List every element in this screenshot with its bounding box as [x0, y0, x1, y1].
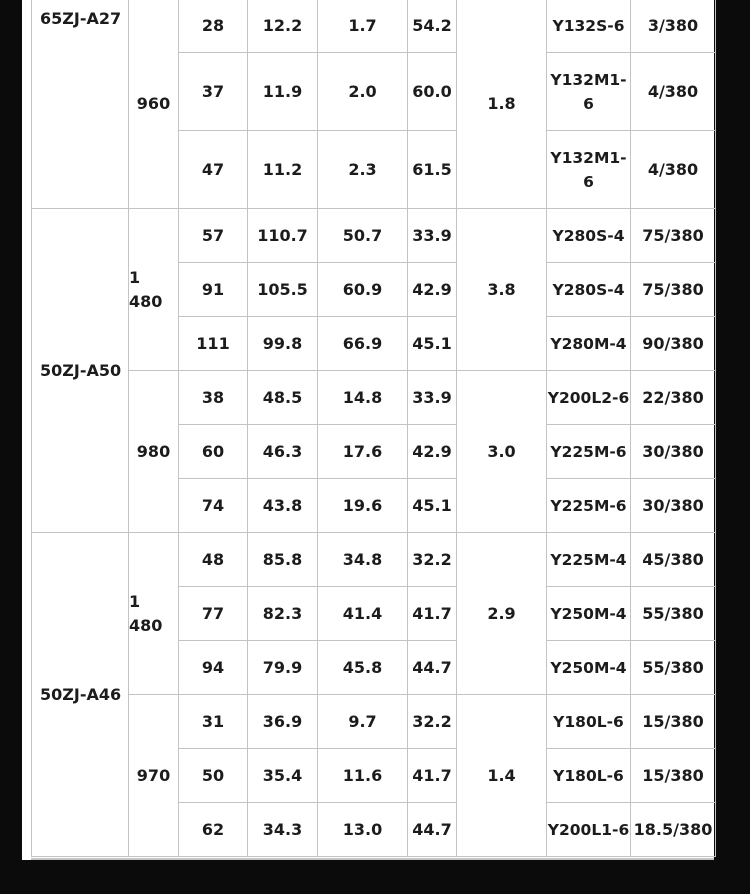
- motor-power-cell: 55/380: [631, 587, 716, 641]
- efficiency-cell: 32.2: [408, 533, 457, 587]
- shaft-power-cell: 60.9: [318, 263, 408, 317]
- efficiency-cell: 32.2: [408, 695, 457, 749]
- flow-cell: 62: [179, 803, 248, 857]
- speed-cell: 960: [129, 0, 179, 209]
- efficiency-cell: 33.9: [408, 371, 457, 425]
- npsh-cell: 3.0: [457, 371, 547, 533]
- table-row: [32, 0, 716, 53]
- motor-model-cell: Y200L1-6: [547, 803, 631, 857]
- efficiency-cell: 42.9: [408, 425, 457, 479]
- motor-model-cell: Y180L-6: [547, 749, 631, 803]
- efficiency-cell: 44.7: [408, 641, 457, 695]
- shaft-power-cell: 34.8: [318, 533, 408, 587]
- motor-power-cell: 30/380: [631, 425, 716, 479]
- shaft-power-cell: 2.0: [318, 53, 408, 131]
- table-row: [32, 371, 716, 425]
- flow-cell: 50: [179, 749, 248, 803]
- head-cell: 34.3: [248, 803, 318, 857]
- shaft-power-cell: 66.9: [318, 317, 408, 371]
- head-cell: 105.5: [248, 263, 318, 317]
- npsh-cell: 1.8: [457, 0, 547, 209]
- motor-power-cell: 15/380: [631, 749, 716, 803]
- head-cell: 48.5: [248, 371, 318, 425]
- table-bottom-border: [31, 858, 714, 860]
- efficiency-cell: 61.5: [408, 131, 457, 209]
- shaft-power-cell: 14.8: [318, 371, 408, 425]
- motor-model-cell: Y280S-4: [547, 209, 631, 263]
- motor-power-cell: 4/380: [631, 53, 716, 131]
- motor-power-cell: 30/380: [631, 479, 716, 533]
- shaft-power-cell: 9.7: [318, 695, 408, 749]
- efficiency-cell: 44.7: [408, 803, 457, 857]
- efficiency-cell: 33.9: [408, 209, 457, 263]
- motor-model-cell: Y225M-6: [547, 425, 631, 479]
- shaft-power-cell: 11.6: [318, 749, 408, 803]
- motor-power-cell: 18.5/380: [631, 803, 716, 857]
- motor-model-cell: Y132S-6: [547, 0, 631, 53]
- npsh-cell: 1.4: [457, 695, 547, 857]
- flow-cell: 74: [179, 479, 248, 533]
- efficiency-cell: 41.7: [408, 587, 457, 641]
- shaft-power-cell: 50.7: [318, 209, 408, 263]
- efficiency-cell: 41.7: [408, 749, 457, 803]
- flow-cell: 60: [179, 425, 248, 479]
- motor-model-cell: Y280M-4: [547, 317, 631, 371]
- head-cell: 82.3: [248, 587, 318, 641]
- shaft-power-cell: 17.6: [318, 425, 408, 479]
- motor-power-cell: 75/380: [631, 209, 716, 263]
- motor-model-cell: Y132M1-6: [547, 53, 631, 131]
- motor-model-cell: Y132M1-6: [547, 131, 631, 209]
- head-cell: 11.9: [248, 53, 318, 131]
- flow-cell: 48: [179, 533, 248, 587]
- speed-cell: 1 480: [129, 533, 179, 695]
- head-cell: 11.2: [248, 131, 318, 209]
- efficiency-cell: 45.1: [408, 479, 457, 533]
- speed-cell: 980: [129, 371, 179, 533]
- flow-cell: 37: [179, 53, 248, 131]
- shaft-power-cell: 13.0: [318, 803, 408, 857]
- motor-model-cell: Y225M-4: [547, 533, 631, 587]
- head-cell: 99.8: [248, 317, 318, 371]
- npsh-cell: 2.9: [457, 533, 547, 695]
- shaft-power-cell: 1.7: [318, 0, 408, 53]
- efficiency-cell: 60.0: [408, 53, 457, 131]
- flow-cell: 38: [179, 371, 248, 425]
- motor-power-cell: 90/380: [631, 317, 716, 371]
- motor-power-cell: 45/380: [631, 533, 716, 587]
- shaft-power-cell: 41.4: [318, 587, 408, 641]
- head-cell: 43.8: [248, 479, 318, 533]
- head-cell: 36.9: [248, 695, 318, 749]
- head-cell: 35.4: [248, 749, 318, 803]
- table-row: [32, 533, 716, 587]
- speed-cell: 970: [129, 695, 179, 857]
- npsh-cell: 3.8: [457, 209, 547, 371]
- flow-cell: 94: [179, 641, 248, 695]
- motor-model-cell: Y225M-6: [547, 479, 631, 533]
- page-edge: [22, 0, 31, 860]
- efficiency-cell: 42.9: [408, 263, 457, 317]
- shaft-power-cell: 45.8: [318, 641, 408, 695]
- table-row: [32, 209, 716, 263]
- shaft-power-cell: 19.6: [318, 479, 408, 533]
- motor-model-cell: Y180L-6: [547, 695, 631, 749]
- speed-cell: 1 480: [129, 209, 179, 371]
- head-cell: 85.8: [248, 533, 318, 587]
- flow-cell: 91: [179, 263, 248, 317]
- pump-model-cell: 50ZJ-A46: [32, 533, 129, 857]
- flow-cell: 57: [179, 209, 248, 263]
- head-cell: 12.2: [248, 0, 318, 53]
- motor-power-cell: 75/380: [631, 263, 716, 317]
- motor-power-cell: 55/380: [631, 641, 716, 695]
- efficiency-cell: 45.1: [408, 317, 457, 371]
- flow-cell: 28: [179, 0, 248, 53]
- efficiency-cell: 54.2: [408, 0, 457, 53]
- motor-power-cell: 15/380: [631, 695, 716, 749]
- motor-power-cell: 4/380: [631, 131, 716, 209]
- flow-cell: 47: [179, 131, 248, 209]
- motor-model-cell: Y250M-4: [547, 587, 631, 641]
- pump-model-cell: 65ZJ-A27: [32, 0, 129, 209]
- motor-model-cell: Y280S-4: [547, 263, 631, 317]
- flow-cell: 111: [179, 317, 248, 371]
- head-cell: 79.9: [248, 641, 318, 695]
- motor-model-cell: Y250M-4: [547, 641, 631, 695]
- flow-cell: 77: [179, 587, 248, 641]
- pump-spec-table: [31, 0, 716, 857]
- motor-model-cell: Y200L2-6: [547, 371, 631, 425]
- flow-cell: 31: [179, 695, 248, 749]
- motor-power-cell: 22/380: [631, 371, 716, 425]
- pump-model-cell: 50ZJ-A50: [32, 209, 129, 533]
- head-cell: 46.3: [248, 425, 318, 479]
- shaft-power-cell: 2.3: [318, 131, 408, 209]
- table-row: [32, 695, 716, 749]
- head-cell: 110.7: [248, 209, 318, 263]
- motor-power-cell: 3/380: [631, 0, 716, 53]
